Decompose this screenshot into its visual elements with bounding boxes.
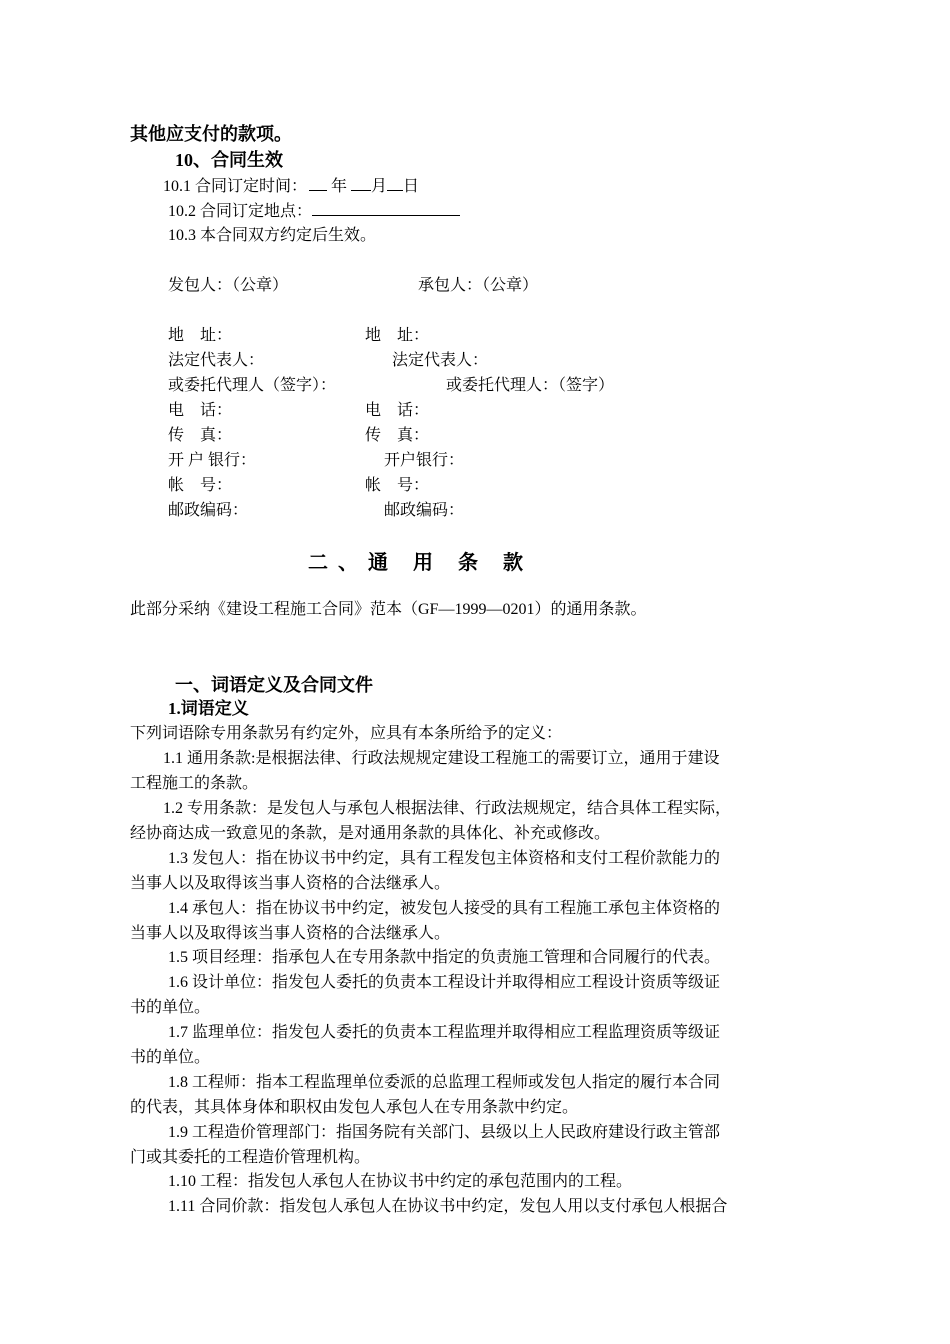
day-label: 日 (403, 178, 420, 195)
definition-1-1-line2: 工程施工的条款。 (130, 775, 259, 792)
definition-1-2-line1: 1.2 专用条款：是发包人与承包人根据法律、行政法规规定，结合具体工程实际， (163, 800, 732, 817)
legal-rep-right: 法定代表人： (392, 352, 489, 369)
definition-1-4-line1: 1.4 承包人：指在协议书中约定，被发包人接受的具有工程施工承包主体资格的 (168, 900, 721, 917)
year-label: 年 (331, 178, 348, 195)
definition-1-5-line1: 1.5 项目经理：指承包人在专用条款中指定的负责施工管理和合同履行的代表。 (168, 949, 721, 966)
item-10-2 (168, 201, 460, 222)
account-left: 帐 号： (168, 477, 233, 494)
fax-left: 传 真： (168, 427, 233, 444)
year-blank (309, 176, 327, 191)
phone-right: 电 话： (365, 402, 430, 419)
section-10-title: 10、合同生效 (175, 150, 283, 170)
contractor-seal: 承包人：（公章） (418, 277, 539, 294)
fax-right: 传 真： (365, 427, 430, 444)
postcode-left: 邮政编码： (168, 502, 249, 519)
definition-1-7-line2: 书的单位。 (130, 1049, 211, 1066)
definition-1-3-line2: 当事人以及取得该当事人资格的合法继承人。 (130, 875, 451, 892)
legal-rep-left: 法定代表人： (168, 352, 265, 369)
place-blank (312, 201, 460, 216)
employer-seal: 发包人：（公章） (168, 277, 289, 294)
definition-1-2-line2: 经协商达成一致意见的条款，是对通用条款的具体化、补充或修改。 (130, 825, 611, 842)
item-10-2-label: 10.2 合同订定地点： (168, 203, 313, 220)
address-right: 地 址： (365, 327, 430, 344)
definition-1-9-line1: 1.9 工程造价管理部门：指国务院有关部门、县级以上人民政府建设行政主管部 (168, 1124, 721, 1141)
item-10-3: 10.3 本合同双方约定后生效。 (168, 227, 377, 244)
month-blank (351, 176, 371, 191)
general-terms-title: 二、通 用 条 款 (308, 552, 533, 574)
clause-1-intro: 下列词语除专用条款另有约定外，应具有本条所给予的定义： (130, 725, 563, 742)
definition-1-10-line1: 1.10 工程：指发包人承包人在协议书中约定的承包范围内的工程。 (168, 1173, 633, 1190)
definition-1-9-line2: 门或其委托的工程造价管理机构。 (130, 1149, 371, 1166)
item-10-1 (163, 176, 419, 197)
definition-1-11-line1: 1.11 合同价款：指发包人承包人在协议书中约定，发包人用以支付承包人根据合 (168, 1198, 728, 1215)
definition-1-4-line2: 当事人以及取得该当事人资格的合法继承人。 (130, 925, 451, 942)
bank-left: 开 户 银行： (168, 452, 257, 469)
definition-1-8-line2: 的代表，其具体身体和职权由发包人承包人在专用条款中约定。 (130, 1099, 579, 1116)
definition-1-7-line1: 1.7 监理单位：指发包人委托的负责本工程监理并取得相应工程监理资质等级证 (168, 1024, 721, 1041)
agent-right: 或委托代理人：（签字） (446, 377, 615, 394)
day-blank (387, 176, 403, 191)
definition-1-3-line1: 1.3 发包人：指在协议书中约定，具有工程发包主体资格和支付工程价款能力的 (168, 850, 721, 867)
clause-1-title: 1.词语定义 (168, 699, 249, 718)
account-right: 帐 号： (365, 477, 430, 494)
definition-1-8-line1: 1.8 工程师：指本工程监理单位委派的总监理工程师或发包人指定的履行本合同 (168, 1074, 721, 1091)
address-left: 地 址： (168, 327, 233, 344)
definition-1-1-line1: 1.1 通用条款:是根据法律、行政法规规定建设工程施工的需要订立，通用于建设 (163, 750, 720, 767)
phone-left: 电 话： (168, 402, 233, 419)
postcode-right: 邮政编码： (384, 502, 465, 519)
bank-right: 开户银行： (384, 452, 465, 469)
definition-1-6-line2: 书的单位。 (130, 999, 211, 1016)
chapter-1-title: 一、词语定义及合同文件 (175, 675, 373, 695)
general-terms-intro: 此部分采纳《建设工程施工合同》范本（GF—1999—0201）的通用条款。 (130, 601, 647, 618)
item-10-1-label: 10.1 合同订定时间： (163, 178, 308, 195)
definition-1-6-line1: 1.6 设计单位：指发包人委托的负责本工程设计并取得相应工程设计资质等级证 (168, 974, 721, 991)
prev-item-text: 其他应支付的款项。 (130, 124, 292, 144)
agent-left: 或委托代理人（签字）： (168, 377, 337, 394)
month-label: 月 (371, 178, 388, 195)
